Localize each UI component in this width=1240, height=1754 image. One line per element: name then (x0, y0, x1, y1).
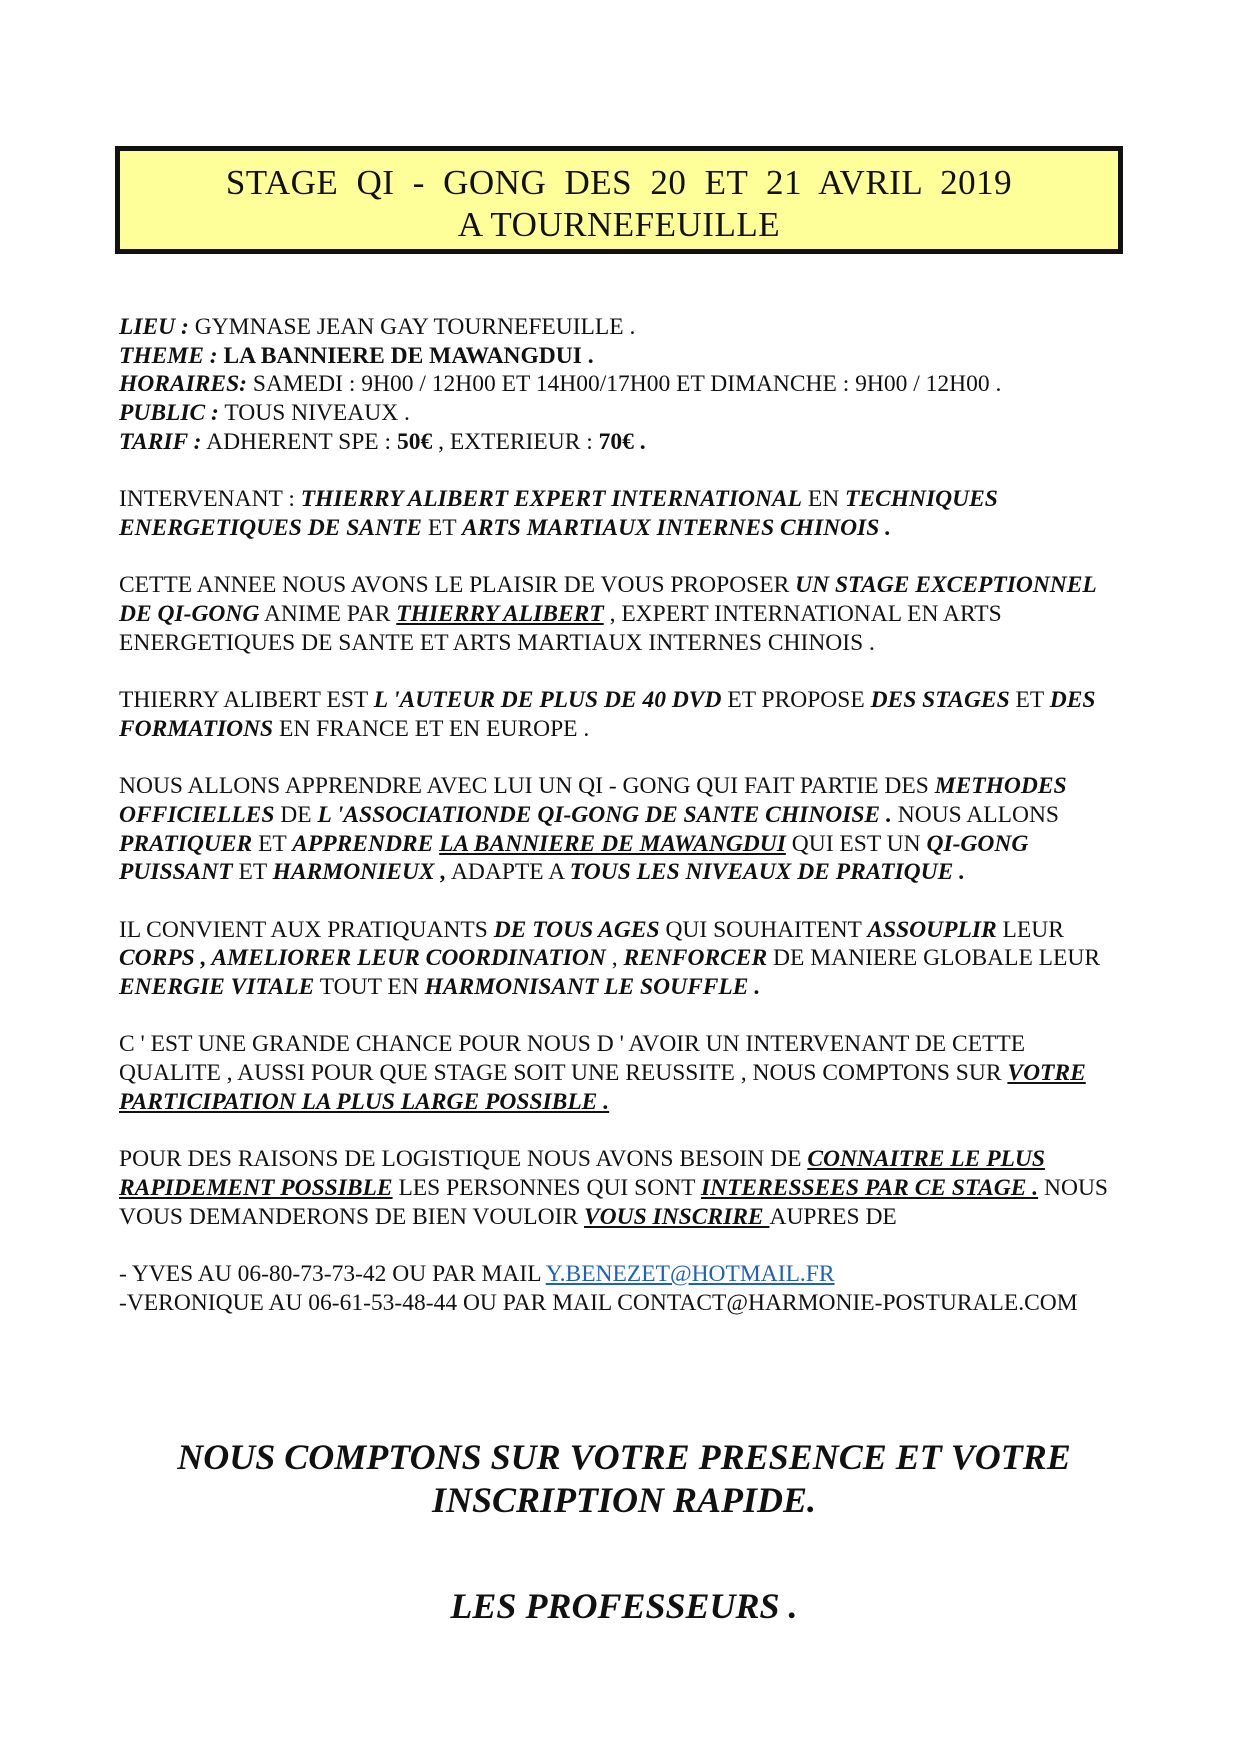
text-segment: APPRENDRE (292, 830, 434, 857)
text-segment: CONNAITRE LE PLUS RAPIDEMENT POSSIBLE (119, 1146, 1045, 1201)
text-segment: ADAPTE A (446, 859, 570, 886)
title-banner (115, 146, 1123, 254)
text-segment: RENFORCER (623, 945, 768, 972)
tarif-price-adherent: 50€ (396, 428, 433, 455)
title-line-2: A TOURNEFEUILLE (457, 205, 781, 244)
document-body (119, 313, 1129, 1346)
closing-signature: LES PROFESSEURS . (450, 1586, 798, 1626)
text-segment: TOUT EN (314, 974, 425, 1001)
text-segment: , EXPERT INTERNATIONAL EN ARTS ENERGETIQUES DE SANTE ET ARTS MARTIAUX INTERNES CHINOIS . (119, 601, 1002, 656)
text-segment: EN (801, 486, 846, 513)
text-segment: INTERESSEES PAR CE STAGE . (700, 1174, 1039, 1201)
theme-label: THEME : (119, 342, 218, 369)
contacts-paragraph (119, 1260, 1129, 1317)
lieu-line (119, 314, 635, 340)
text-segment: PRATIQUER (119, 830, 253, 857)
text-segment: ENERGIE VITALE (119, 974, 315, 1001)
text-segment: IL CONVIENT AUX PRATIQUANTS (119, 916, 494, 943)
chance-paragraph (119, 1030, 1129, 1116)
lieu-value: GYMNASE JEAN GAY TOURNEFEUILLE . (188, 314, 636, 340)
text-segment: L 'ASSOCIATIONDE QI-GONG DE SANTE CHINOISE . (317, 801, 892, 828)
tarif-label: TARIF : (119, 428, 202, 455)
text-segment: LA BANNIERE DE MAWANGDUI (439, 830, 786, 857)
text-segment: DES STAGES (870, 687, 1010, 714)
title-line-1: STAGE QI - GONG DES 20 ET 21 AVRIL 2019 (225, 163, 1013, 202)
text-segment: DE TOUS AGES (493, 916, 660, 943)
lieu-label: LIEU : (119, 314, 189, 340)
text-segment: LEUR (996, 916, 1064, 943)
public-line (119, 400, 410, 426)
text-segment: C ' EST UNE GRANDE CHANCE POUR NOUS D ' AVOIR UN INTERVENANT DE CETTE QUALITE , AUSSI POUR QUE STAGE SOIT UNE REUSSITE , NOUS COMPTONS SUR (119, 1031, 1026, 1087)
theme-line (119, 343, 594, 369)
text-segment: AUPRES DE (769, 1203, 897, 1230)
auteur-paragraph (119, 686, 1129, 743)
text-segment: QUI EST UN (785, 830, 927, 857)
text-segment: HARMONISANT LE SOUFFLE . (424, 974, 761, 1001)
horaires-value: SAMEDI : 9H00 / 12H00 ET 14H00/17H00 ET DIMANCHE : 9H00 / 12H00 . (247, 371, 1002, 398)
text-segment: ET PROPOSE (721, 687, 871, 714)
theme-value: LA BANNIERE DE MAWANGDUI . (217, 342, 594, 369)
text-segment: NOUS ALLONS (891, 801, 1059, 828)
tarif-price-exterieur: 70€ . (598, 428, 646, 455)
text-segment: LES PERSONNES QUI SONT (392, 1174, 701, 1201)
text-segment: THIERRY ALIBERT EST (119, 687, 374, 714)
text-segment: L 'AUTEUR DE PLUS DE 40 DVD (373, 687, 722, 714)
text-segment: METHODES OFFICIELLES (119, 773, 1067, 828)
text-segment: HARMONIEUX , (272, 859, 447, 886)
text-segment: UN STAGE EXCEPTIONNEL DE QI-GONG (119, 572, 1096, 627)
text-segment: VOUS INSCRIRE (584, 1203, 770, 1230)
tarif-text-1: ADHERENT SPE : (201, 428, 397, 455)
text-segment: DES FORMATIONS (119, 687, 1096, 742)
horaires-label: HORAIRES: (119, 371, 247, 398)
yves-contact-text: - YVES AU 06-80-73-73-42 OU PAR MAIL (119, 1261, 546, 1288)
text-segment: ET (1009, 687, 1050, 714)
text-segment: NOUS ALLONS APPRENDRE AVEC LUI UN QI - GONG QUI FAIT PARTIE DES (119, 773, 935, 800)
text-segment: , (605, 945, 624, 972)
public-value: TOUS NIVEAUX . (218, 400, 410, 427)
yves-email-link[interactable]: Y.BENEZET@HOTMAIL.FR (545, 1261, 835, 1288)
methodes-paragraph (119, 772, 1129, 887)
annee-paragraph (119, 571, 1129, 657)
text-segment: ET (232, 859, 273, 886)
info-block (119, 313, 1129, 457)
text-segment: ARTS MARTIAUX INTERNES CHINOIS . (462, 514, 892, 541)
text-segment: ANIME PAR (259, 601, 397, 627)
text-segment: TOUS LES NIVEAUX DE PRATIQUE . (569, 859, 966, 886)
text-segment: INTERVENANT : (119, 486, 301, 513)
text-segment: VOTRE PARTICIPATION LA PLUS LARGE POSSIBLE . (119, 1060, 1086, 1115)
text-segment: ET (252, 830, 293, 857)
text-segment: ASSOUPLIR (867, 916, 997, 943)
text-segment: DE (274, 801, 318, 828)
text-segment: CORPS , AMELIORER LEUR COORDINATION (119, 945, 606, 972)
text-segment: EN FRANCE ET EN EUROPE . (273, 715, 590, 742)
public-label: PUBLIC : (119, 400, 219, 427)
text-segment: QI-GONG PUISSANT (119, 830, 1029, 886)
text-segment: DE MANIERE GLOBALE LEUR (767, 945, 1101, 972)
text-segment: THIERRY ALIBERT (396, 601, 604, 627)
tarif-text-2: , EXTERIEUR : (432, 428, 599, 455)
text-segment: QUI SOUHAITENT (659, 916, 868, 943)
text-segment: NOUS VOUS DEMANDERONS DE BIEN VOULOIR (119, 1174, 1108, 1230)
horaires-line (119, 371, 1001, 397)
text-segment: TECHNIQUES ENERGETIQUES DE SANTE (119, 486, 998, 541)
convient-paragraph (119, 916, 1129, 1002)
intervenant-paragraph (119, 485, 1129, 542)
text-segment: ET (421, 514, 463, 541)
tarif-line (119, 429, 646, 455)
text-segment: THIERRY ALIBERT EXPERT INTERNATIONAL (300, 486, 802, 513)
closing-message: NOUS COMPTONS SUR VOTRE PRESENCE ET VOTRE INSCRIPTION RAPIDE. (177, 1437, 1071, 1520)
veronique-contact-text: -VERONIQUE AU 06-61-53-48-44 OU PAR MAIL CONTACT@HARMONIE-POSTURALE.COM (119, 1289, 1078, 1316)
text-segment: POUR DES RAISONS DE LOGISTIQUE NOUS AVONS BESOIN DE (119, 1146, 808, 1173)
text-segment: CETTE ANNEE NOUS AVONS LE PLAISIR DE VOUS PROPOSER (119, 572, 796, 599)
logistique-paragraph (119, 1145, 1129, 1231)
